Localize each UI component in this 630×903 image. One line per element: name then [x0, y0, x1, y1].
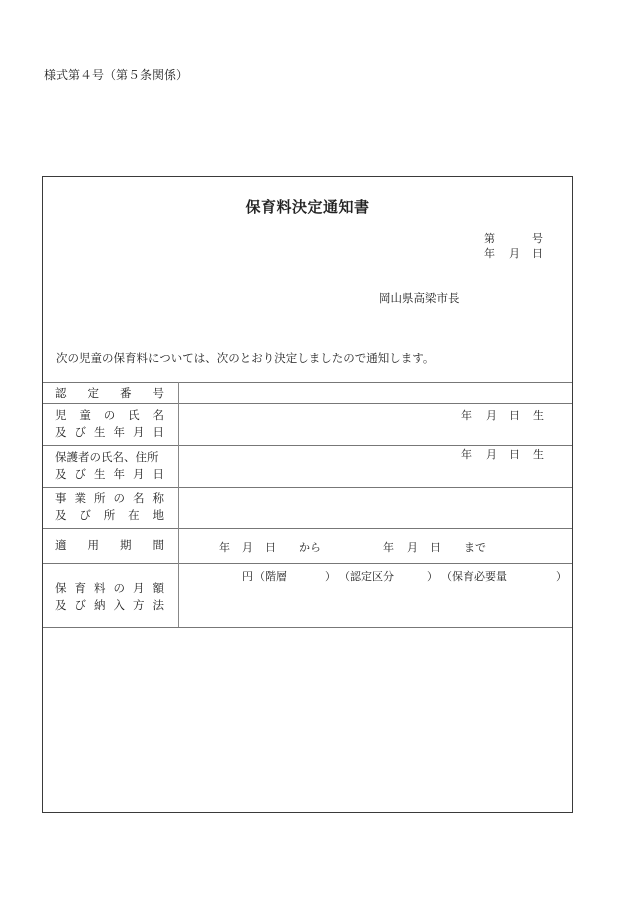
child-birth-day: 日: [509, 409, 520, 422]
facility-field[interactable]: [180, 488, 570, 527]
period-to-year: 年: [383, 541, 394, 554]
child-birth-month: 月: [486, 409, 497, 422]
label-monthly-fee: [43, 580, 178, 614]
remarks-area: [43, 629, 572, 812]
child-birth-year: 年: [461, 409, 472, 422]
label-char: 適: [55, 538, 67, 552]
label-char: 間: [152, 538, 164, 552]
label-char: 及: [55, 508, 67, 522]
label-char: の: [113, 581, 125, 595]
period-to-day: 日: [430, 541, 441, 554]
fee-yen: 円: [242, 570, 253, 583]
label-char: 納: [94, 598, 106, 612]
document-title: 保育料決定通知書: [245, 198, 370, 216]
label-char: の: [103, 408, 116, 422]
period-from-suffix: から: [299, 541, 321, 554]
label-char: 所: [103, 508, 116, 522]
label-char: 地: [152, 508, 164, 522]
label-char: 期: [120, 538, 132, 552]
label-char: 及: [55, 598, 67, 612]
period-to-month: 月: [407, 541, 418, 554]
label-char: 児: [55, 408, 67, 422]
label-char: 所: [94, 491, 106, 505]
notice-frame: [42, 176, 573, 813]
label-char: び: [79, 508, 91, 522]
label-char: 入: [113, 598, 125, 612]
label-char: 年: [113, 467, 125, 481]
label-char: 日: [152, 467, 164, 481]
label-char: 額: [152, 581, 164, 595]
label-char: 及: [55, 467, 67, 481]
column-divider: [178, 382, 179, 627]
label-char: 号: [152, 386, 164, 400]
child-birth-suffix: 生: [533, 409, 544, 422]
intro-text: 次の児童の保育料については、次のとおり決定しましたので通知します。: [56, 351, 435, 365]
label-char: 事: [55, 491, 67, 505]
label-char: 氏: [128, 408, 140, 422]
label-facility-name: [43, 490, 178, 524]
fee-tier-close: ）: [325, 570, 336, 583]
label-char: 名: [152, 408, 164, 422]
label-char: 料: [94, 581, 106, 595]
guardian-birth-month: 月: [486, 448, 497, 461]
label-char: 名: [133, 491, 145, 505]
fee-category-close: ）: [427, 570, 438, 583]
label-char: 及: [55, 425, 67, 439]
label-char: 月: [133, 425, 145, 439]
label-char: 年: [113, 425, 125, 439]
label-char: 月: [133, 467, 145, 481]
row-divider: [43, 528, 572, 529]
label-char: 日: [152, 425, 164, 439]
label-application-period: [43, 537, 178, 554]
row-divider: [43, 563, 572, 564]
period-from-day: 日: [265, 541, 276, 554]
table-bottom-line: [43, 627, 572, 628]
label-char: 保護者の氏名、住所: [55, 450, 159, 464]
label-char: 称: [152, 491, 164, 505]
form-number-label: 様式第４号（第５条関係）: [44, 68, 189, 82]
issuer-name: 岡山県高梁市長: [379, 291, 460, 305]
label-guardian-name: [43, 449, 178, 483]
date-day: 日: [532, 247, 543, 260]
label-char: の: [113, 491, 125, 505]
label-char: 認: [55, 386, 67, 400]
certification-number-field[interactable]: [180, 383, 570, 403]
label-char: 月: [133, 581, 145, 595]
label-char: 定: [87, 386, 99, 400]
period-from-month: 月: [242, 541, 253, 554]
fee-need-close: ）: [556, 570, 567, 583]
date-year: 年: [484, 247, 495, 260]
number-suffix: 号: [532, 232, 543, 245]
period-from-year: 年: [219, 541, 230, 554]
fee-need-open: （保育必要量: [441, 570, 507, 583]
label-char: 在: [128, 508, 140, 522]
label-char: 生: [94, 467, 106, 481]
label-char: 法: [152, 598, 164, 612]
guardian-birth-suffix: 生: [533, 448, 544, 461]
label-char: び: [74, 425, 86, 439]
label-child-name: [43, 407, 178, 441]
label-char: 育: [74, 581, 86, 595]
number-prefix: 第: [484, 232, 495, 245]
fee-tier-open: （階層: [254, 570, 287, 583]
date-month: 月: [509, 247, 520, 260]
guardian-birth-year: 年: [461, 448, 472, 461]
label-char: 童: [79, 408, 91, 422]
label-char: 業: [74, 491, 86, 505]
label-certification-number: [43, 385, 178, 402]
label-char: 方: [133, 598, 145, 612]
label-char: 用: [87, 538, 99, 552]
guardian-birth-day: 日: [509, 448, 520, 461]
payment-method-field[interactable]: [180, 583, 570, 626]
label-char: 保: [55, 581, 67, 595]
period-to-suffix: まで: [464, 541, 486, 554]
label-char: び: [74, 598, 86, 612]
label-char: び: [74, 467, 86, 481]
fee-category-open: （認定区分: [339, 570, 394, 583]
label-char: 番: [120, 386, 132, 400]
label-char: 生: [94, 425, 106, 439]
